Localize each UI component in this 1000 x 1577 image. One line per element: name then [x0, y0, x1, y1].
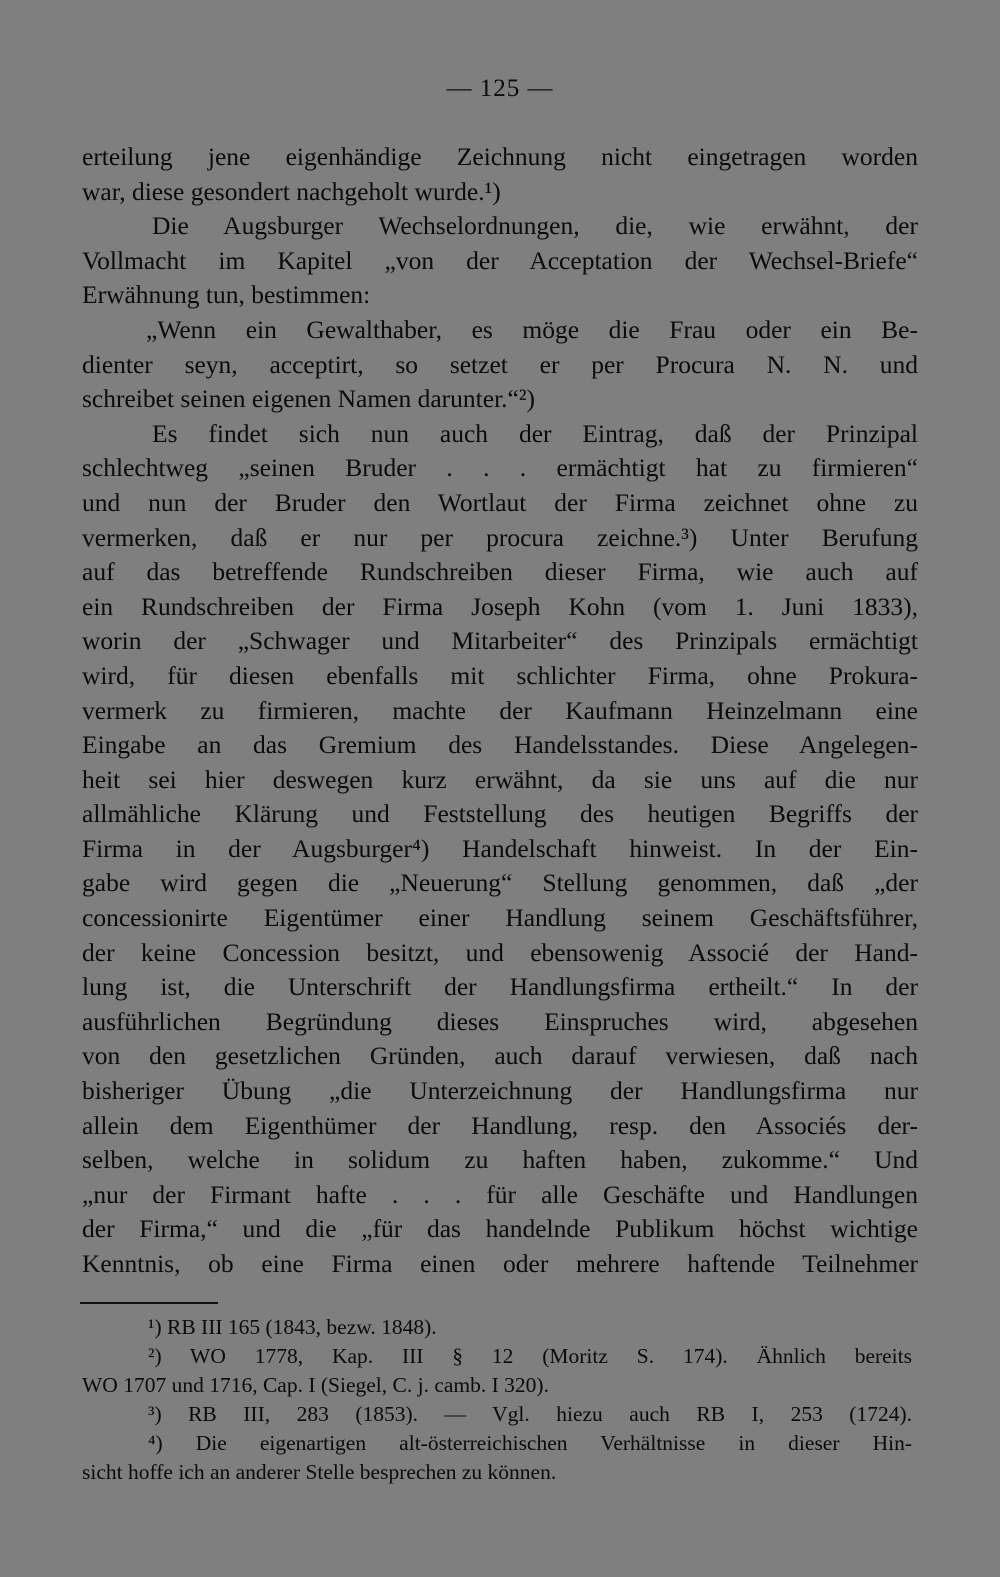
text-line: bisheriger Übung „die Unterzeichnung der Handlungsfirma nur: [82, 1076, 918, 1106]
text-line: auf das betreffende Rundschreiben dieser Firma, wie auch auf: [82, 557, 918, 587]
text-line: dienter seyn, acceptirt, so setzet er per Procura N. N. und: [82, 349, 918, 379]
text-line: Erwähnung tun, bestimmen:: [82, 280, 371, 310]
text-line: von den gesetzlichen Gründen, auch darauf verwiesen, daß nach: [82, 1041, 918, 1071]
footnote-line: ²) WO 1778, Kap. III § 12 (Moritz S. 174). Ähnlich bereits: [148, 1344, 912, 1368]
text-line: Firma in der Augsburger⁴) Handelschaft hinweist. In der Ein-: [82, 833, 918, 863]
text-line: vermerken, daß er nur per procura zeichne.³) Unter Berufung: [82, 522, 918, 552]
footnotes: [82, 1313, 912, 1487]
text-line: Vollmacht im Kapitel „von der Acceptation der Wechsel-Briefe“: [82, 245, 918, 275]
text-line: war, diese gesondert nachgeholt wurde.¹): [82, 176, 501, 206]
text-line: Eingabe an das Gremium des Handelsstandes. Diese Angelegen-: [82, 730, 918, 760]
text-line: Die Augsburger Wechselordnungen, die, wie erwähnt, der: [152, 211, 918, 241]
text-line: ein Rundschreiben der Firma Joseph Kohn (vom 1. Juni 1833),: [82, 591, 918, 621]
footnote-line: ⁴) Die eigenartigen alt-österreichischen Verhältnisse in dieser Hin-: [148, 1431, 912, 1455]
text-line: vermerk zu firmieren, machte der Kaufmann Heinzelmann eine: [82, 695, 918, 725]
text-line: heit sei hier deswegen kurz erwähnt, da sie uns auf die nur: [82, 764, 918, 794]
text-line: concessionirte Eigentümer einer Handlung seinem Geschäftsführer,: [82, 903, 918, 933]
footnote-line: WO 1707 und 1716, Cap. I (Siegel, C. j. camb. I 320).: [82, 1373, 549, 1397]
main-text: [82, 140, 918, 1282]
text-line: worin der „Schwager und Mitarbeiter“ des Prinzipals ermächtigt: [82, 626, 918, 656]
text-line: Kenntnis, ob eine Firma einen oder mehrere haftende Teilnehmer: [82, 1249, 918, 1278]
footnote-line: ³) RB III, 283 (1853). — Vgl. hiezu auch RB I, 253 (1724).: [148, 1402, 912, 1426]
text-line: „nur der Firmant hafte . . . für alle Geschäfte und Handlungen: [82, 1179, 918, 1209]
text-line: allmähliche Klärung und Feststellung des heutigen Begriffs der: [82, 799, 918, 829]
text-line: der Firma,“ und die „für das handelnde Publikum höchst wichtige: [82, 1214, 918, 1244]
text-line: allein dem Eigenthümer der Handlung, resp. den Associés der-: [82, 1110, 918, 1140]
page-number: — 125 —: [446, 75, 554, 102]
text-line: wird, für diesen ebenfalls mit schlichter Firma, ohne Prokura-: [82, 660, 918, 690]
text-line: und nun der Bruder den Wortlaut der Firma zeichnet ohne zu: [82, 487, 918, 517]
footnote-separator: [80, 1302, 218, 1304]
text-line: erteilung jene eigenhändige Zeichnung nicht eingetragen worden: [82, 142, 918, 171]
text-line: schlechtweg „seinen Bruder . . . ermächtigt hat zu firmieren“: [82, 453, 918, 483]
text-line: „Wenn ein Gewalthaber, es möge die Frau oder ein Be-: [146, 314, 918, 344]
text-line: schreibet seinen eigenen Namen darunter.“²): [82, 384, 535, 414]
text-line: selben, welche in solidum zu haften haben, zukomme.“ Und: [82, 1145, 918, 1175]
text-line: der keine Concession besitzt, und ebensowenig Associé der Hand-: [82, 937, 918, 967]
text-line: gabe wird gegen die „Neuerung“ Stellung genommen, daß „der: [82, 868, 918, 898]
text-line: Es findet sich nun auch der Eintrag, daß der Prinzipal: [152, 418, 918, 448]
text-line: ausführlichen Begründung dieses Einspruches wird, abgesehen: [82, 1006, 918, 1036]
text-line: lung ist, die Unterschrift der Handlungsfirma ertheilt.“ In der: [82, 972, 918, 1002]
footnote-line: ¹) RB III 165 (1843, bezw. 1848).: [148, 1315, 437, 1339]
footnote-line: sicht hoffe ich an anderer Stelle besprechen zu können.: [82, 1460, 557, 1484]
